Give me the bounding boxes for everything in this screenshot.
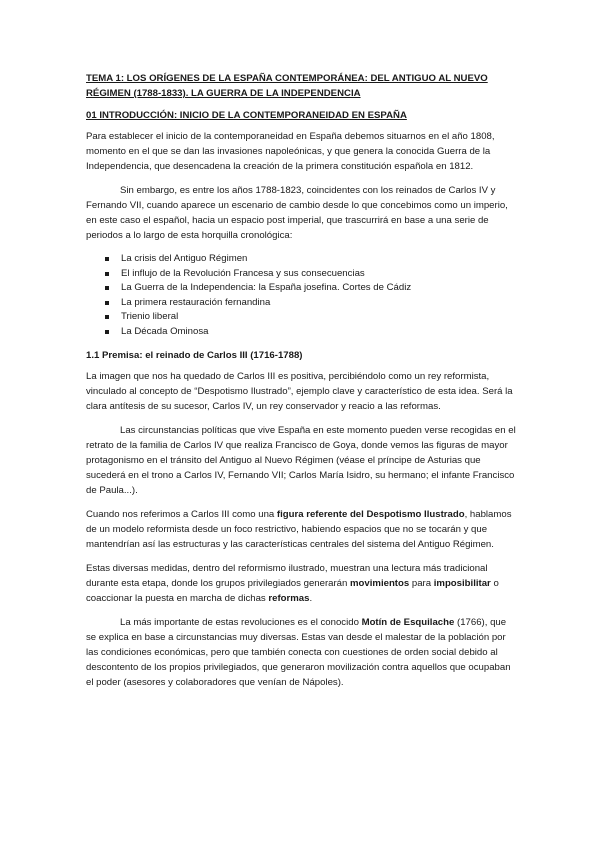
paragraph-image: La imagen que nos ha quedado de Carlos III es positiva, percibiéndolo como un rey reformista, vinculado al concepto de “Despotismo Ilustrado”, ejemplo clave y característico de esta idea. Será la clara antítesis de su sucesor, Carlos IV, un rey conservador y reacio a las reformas. <box>86 370 513 412</box>
text-run: o coaccionar la puesta en marcha de dichas <box>86 577 499 604</box>
periods-list <box>86 252 516 340</box>
paragraph-referent <box>86 507 516 552</box>
section-heading: 01 INTRODUCCIÓN: INICIO DE LA CONTEMPORANEIDAD EN ESPAÑA <box>86 110 407 121</box>
list-item <box>121 267 516 282</box>
bullet-square-icon <box>105 272 109 276</box>
subsection-heading: 1.1 Premisa: el reinado de Carlos III (1716-1788) <box>86 349 303 361</box>
list-item <box>121 296 516 311</box>
bold-text-run: imposibilitar <box>433 577 491 589</box>
paragraph-measures <box>86 561 516 606</box>
list-item <box>121 281 516 296</box>
list-item <box>121 252 516 267</box>
paragraph-revolution <box>86 615 516 690</box>
text-run: . <box>309 592 313 604</box>
intro-paragraph-1: Para establecer el inicio de la contemporaneidad en España debemos situarnos en el año 1808, momento en el que se dan las invasiones napoleónicas, y que genera la conocida Guerra de la Independencia, que desencadena la creación de la primera constitución española en 1812. <box>86 131 495 172</box>
bullet-square-icon <box>105 330 109 334</box>
text-run: , hablamos de un modelo reformista desde un foco restrictivo, habiendo espacios que no se tocarán y que mantendrían así las estructuras y las características centrales del sistema del Antiguo Régimen. <box>86 508 512 550</box>
text-run: Estas diversas medidas, dentro del reformismo ilustrado, muestran una lectura más tradicional durante esta etapa, donde los grupos privilegiados generarán <box>86 562 488 589</box>
list-item <box>121 310 516 325</box>
document-title: TEMA 1: LOS ORÍGENES DE LA ESPAÑA CONTEMPORÁNEA: DEL ANTIGUO AL NUEVO RÉGIMEN (1788-1833). LA GUERRA DE LA INDEPENDENCIA <box>86 73 488 99</box>
paragraph-circumstances: Las circunstancias políticas que vive España en este momento pueden verse recogidas en el retrato de la familia de Carlos IV que realiza Francisco de Goya, donde vemos las figuras de mayor protagonismo en el tránsito del Antiguo al Nuevo Régimen (véase el príncipe de Asturias que sucederá en el trono a Carlos IV, Fernando VII; Carlos María Isidro, su hermano; el infante Francisco de Paula...). <box>86 424 516 496</box>
list-item-text: La crisis del Antiguo Régimen <box>121 253 248 264</box>
list-item-text: Trienio liberal <box>121 311 179 323</box>
text-run: para <box>409 577 434 589</box>
text-run: Cuando nos referimos a Carlos III como una <box>86 508 277 520</box>
text-run: La más importante de estas revoluciones es el conocido <box>120 616 362 628</box>
bold-text-run: figura referente del Despotismo Ilustrado <box>276 508 465 520</box>
document-body <box>86 71 516 699</box>
list-item <box>121 325 516 340</box>
text-run: (1766), que se explica en base a circunstancias muy diversas. Estas van desde el malestar de la población por las condiciones económicas, pero que también conecta con cuestiones de orden social debido al descontento de los propios privilegiados, que generaron movilización contra aquellos que ocupaban el poder (asesores y colaboradores que venían de Nápoles). <box>86 616 511 688</box>
list-item-text: La Guerra de la Independencia: la España josefina. Cortes de Cádiz <box>121 282 412 294</box>
bullet-square-icon <box>105 286 109 290</box>
bullet-square-icon <box>105 315 109 319</box>
list-item-text: La Década Ominosa <box>121 325 209 337</box>
bold-text-run: movimientos <box>350 577 410 589</box>
bold-text-run: Motín de Esquilache <box>361 616 455 628</box>
list-item-text: La primera restauración fernandina <box>121 296 271 308</box>
intro-paragraph-2: Sin embargo, es entre los años 1788-1823, coincidentes con los reinados de Carlos IV y Fernando VII, cuando aparece un escenario de cambio desde lo que concebimos como un imperio, en este caso el español, hacia un espacio post imperial, que trascurrirá en base a una serie de periodos a lo largo de esta horquilla cronológica: <box>86 185 508 241</box>
list-item-text: El influjo de la Revolución Francesa y sus consecuencias <box>121 267 365 279</box>
bullet-square-icon <box>105 257 109 261</box>
bold-text-run: reformas <box>268 592 310 604</box>
bullet-square-icon <box>105 301 109 305</box>
